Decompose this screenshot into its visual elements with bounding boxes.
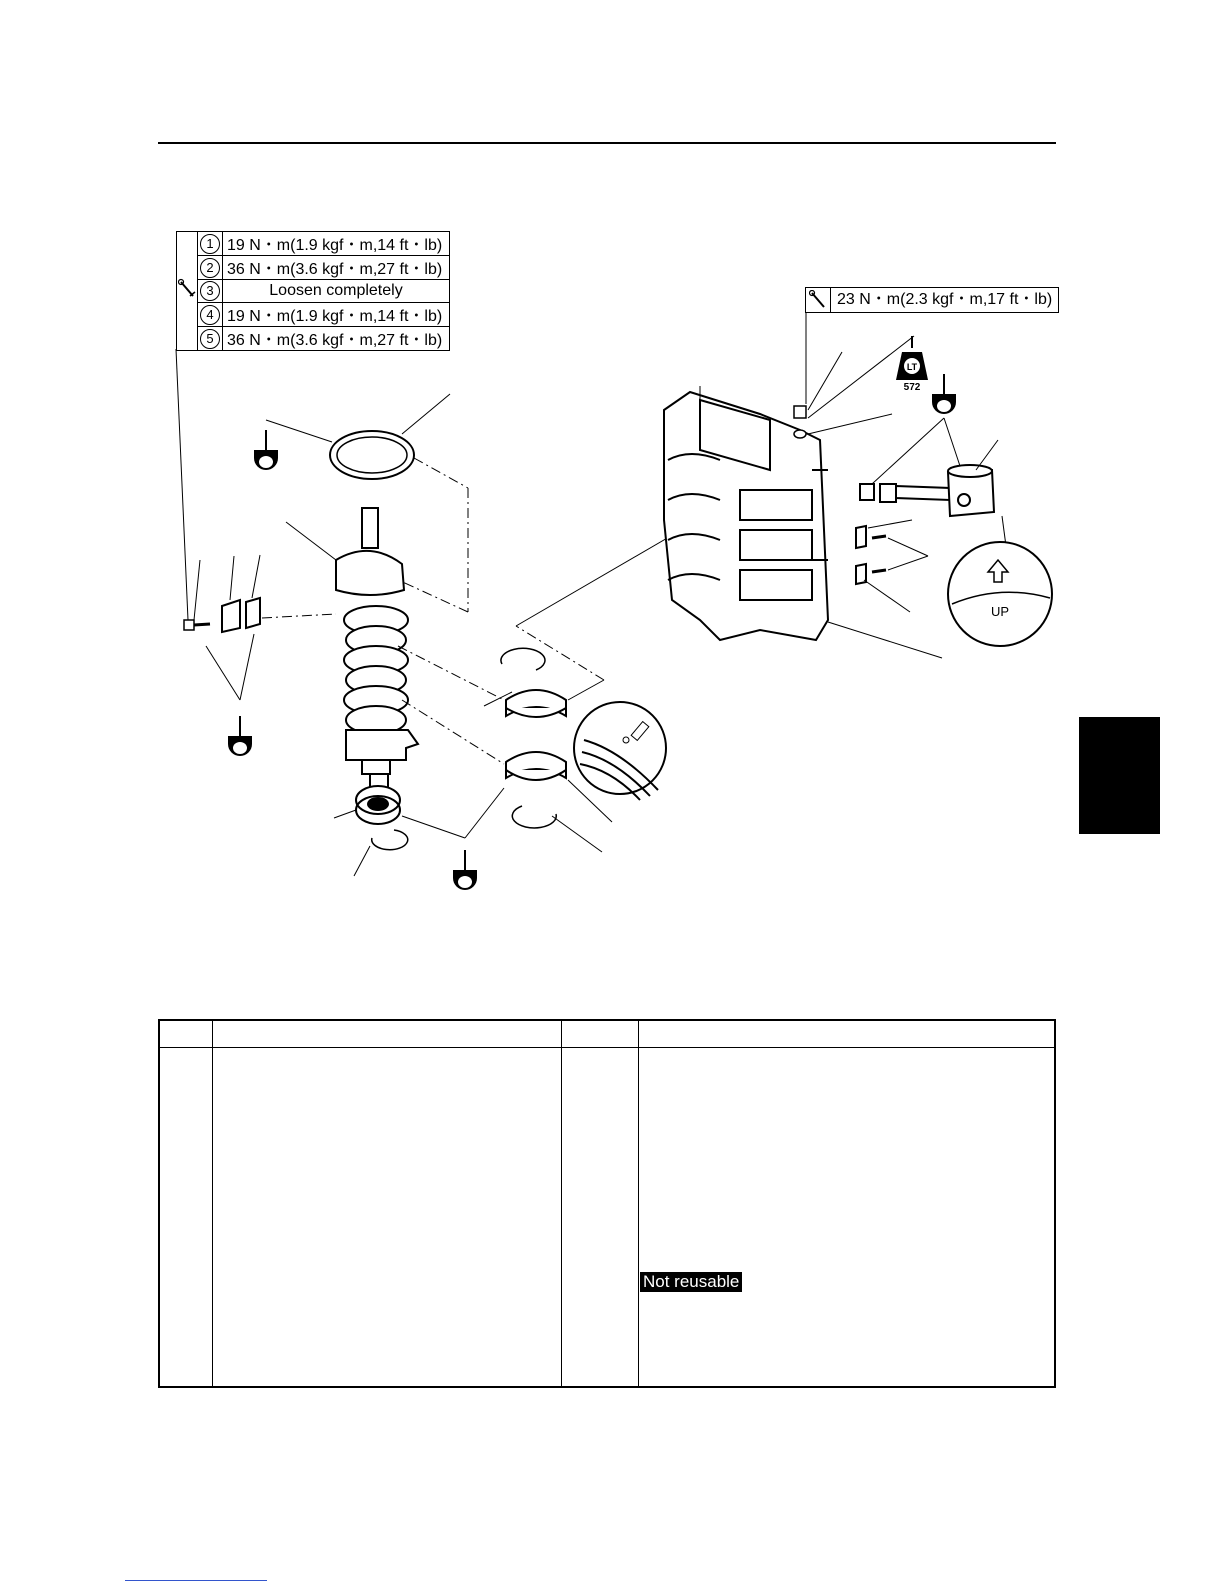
torque-value: 19 N・m(1.9 kgf・m,14 ft・lb): [223, 232, 450, 256]
crankshaft: [336, 508, 418, 788]
step-number: 3: [200, 281, 220, 301]
cell-remarks: [639, 1048, 1056, 1388]
step-number: 5: [200, 329, 220, 349]
crankcase-bolt: [794, 406, 806, 438]
main-bearing-upper: [506, 690, 566, 717]
oil-can-icon: [453, 850, 477, 890]
torque-value: 19 N・m(1.9 kgf・m,14 ft・lb): [223, 303, 450, 327]
piston-connecting-rod: [860, 465, 994, 516]
step-number: 2: [200, 258, 220, 278]
circlip: [372, 830, 408, 850]
up-label: UP: [990, 604, 1010, 619]
torque-value: Loosen completely: [223, 280, 450, 303]
cell-part: [213, 1048, 562, 1388]
oil-can-icon: [254, 430, 278, 470]
sealant-number: 572: [903, 382, 921, 393]
torque-value: 36 N・m(3.6 kgf・m,27 ft・lb): [223, 256, 450, 280]
crankcase-block: [664, 392, 828, 640]
footer-link-line: [125, 1580, 267, 1581]
threadlock-icon: [896, 336, 928, 393]
col-header-qty: [562, 1020, 639, 1048]
bearing-detail-callout: [574, 702, 666, 800]
oil-can-icon: [932, 374, 956, 414]
main-bearing-lower: [506, 752, 566, 780]
cell-qty: [562, 1048, 639, 1388]
step-number: 4: [200, 305, 220, 325]
torque-value: 23 N・m(2.3 kgf・m,17 ft・lb): [837, 291, 1053, 308]
connecting-rod-cap-bolt: [872, 536, 886, 572]
col-header-remarks: [639, 1020, 1056, 1048]
bearing-shell: [246, 598, 260, 628]
parts-table: [158, 1019, 1056, 1388]
section-tab: [1079, 717, 1160, 834]
piston-orientation-callout: [948, 516, 1052, 646]
ball-bearing: [356, 786, 400, 824]
col-header-part: [213, 1020, 562, 1048]
connecting-rod-bolt: [184, 620, 210, 630]
cell-no: [159, 1048, 213, 1388]
main-bearing-cap: [222, 600, 240, 632]
not-reusable-badge: Not reusable: [640, 1272, 742, 1292]
oil-can-icon: [228, 716, 252, 756]
connecting-rod-cap: [856, 526, 866, 584]
torque-value: 36 N・m(3.6 kgf・m,27 ft・lb): [223, 327, 450, 351]
thrust-ring: [330, 431, 414, 479]
sealant-code: LT: [906, 362, 918, 372]
col-header-no: [159, 1020, 213, 1048]
step-number: 1: [200, 234, 220, 254]
